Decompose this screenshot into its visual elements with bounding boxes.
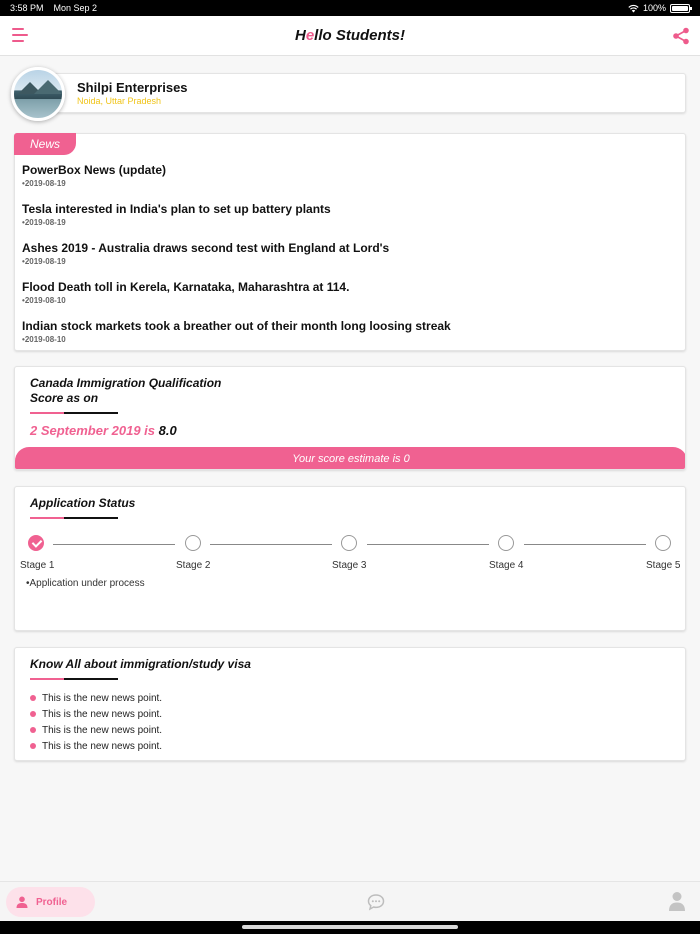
score-date-text: 2 September 2019 is <box>30 423 156 438</box>
menu-icon[interactable] <box>12 28 28 44</box>
stage-2-node <box>185 535 201 551</box>
list-item <box>30 722 162 738</box>
list-item-text: This is the new news point. <box>42 740 163 752</box>
news-date: • 2019-08-19 <box>22 218 672 227</box>
stage-label: Stage 2 <box>176 560 211 571</box>
bullet-icon <box>30 727 36 733</box>
stage-3-node <box>341 535 357 551</box>
bullet-icon <box>30 695 36 701</box>
news-card <box>14 133 686 351</box>
score-title <box>30 376 221 406</box>
avatar[interactable] <box>11 67 65 121</box>
section-underline <box>30 412 118 414</box>
application-status-heading: Application Status <box>30 496 136 510</box>
profile-card <box>36 73 686 113</box>
app-header <box>0 16 700 56</box>
list-item <box>30 690 162 706</box>
news-item[interactable] <box>22 163 672 202</box>
score-date <box>30 423 177 438</box>
battery-icon <box>670 4 690 13</box>
stage-connector <box>524 544 646 545</box>
score-title-line-2: Score as on <box>30 391 99 405</box>
news-list <box>22 163 672 358</box>
news-title: Flood Death toll in Kerela, Karnataka, Maharashtra at 114. <box>22 280 350 294</box>
stage-label: Stage 5 <box>646 560 681 571</box>
news-item[interactable] <box>22 280 672 319</box>
news-title: PowerBox News (update) <box>22 163 167 177</box>
stage-label: Stage 3 <box>332 560 367 571</box>
status-note: • Application under process <box>26 578 145 589</box>
application-status-card <box>14 486 686 631</box>
news-tab: News <box>14 133 76 155</box>
user-icon[interactable] <box>668 891 686 911</box>
profile-name: Shilpi Enterprises <box>77 80 188 95</box>
list-item-text: This is the new news point. <box>42 724 163 736</box>
news-title: Ashes 2019 - Australia draws second test with England at Lord's <box>22 241 390 255</box>
status-date: Mon Sep 2 <box>53 3 98 13</box>
news-date: • 2019-08-19 <box>22 257 672 266</box>
news-title: Indian stock markets took a breather out of their month long loosing streak <box>22 319 451 333</box>
person-icon <box>16 896 28 908</box>
list-item <box>30 738 162 754</box>
tab-profile[interactable] <box>6 887 95 917</box>
stage-label: Stage 4 <box>489 560 524 571</box>
bottom-nav <box>0 881 700 921</box>
score-title-line-1: Canada Immigration Qualification <box>30 376 222 390</box>
share-icon[interactable] <box>672 27 690 45</box>
news-item[interactable] <box>22 241 672 280</box>
know-all-card <box>14 647 686 761</box>
list-item-text: This is the new news point. <box>42 692 163 704</box>
section-underline <box>30 517 118 519</box>
chat-icon[interactable] <box>367 893 385 911</box>
wifi-icon <box>628 4 639 13</box>
score-value: 8.0 <box>158 423 177 438</box>
stage-connector <box>367 544 489 545</box>
news-date: • 2019-08-19 <box>22 179 672 188</box>
profile-location: Noida, Uttar Pradesh <box>77 96 162 106</box>
know-all-heading: Know All about immigration/study visa <box>30 657 251 671</box>
stage-4-node <box>498 535 514 551</box>
score-card <box>14 366 686 470</box>
stage-1-node <box>28 535 44 551</box>
bullet-icon <box>30 743 36 749</box>
stage-5-node <box>655 535 671 551</box>
home-indicator[interactable] <box>242 925 458 929</box>
score-estimate-bar: Your score estimate is 0 <box>15 447 686 470</box>
know-all-list <box>30 690 162 754</box>
page-title <box>295 27 405 44</box>
news-date: • 2019-08-10 <box>22 335 672 344</box>
title-part-3: llo Students! <box>314 27 405 44</box>
title-part-1: H <box>294 27 306 44</box>
news-item[interactable] <box>22 319 672 358</box>
stage-connector <box>53 544 175 545</box>
news-date: • 2019-08-10 <box>22 296 672 305</box>
section-underline <box>30 678 118 680</box>
tab-profile-label: Profile <box>36 896 68 908</box>
bullet-icon <box>30 711 36 717</box>
news-title: Tesla interested in India's plan to set up battery plants <box>22 202 331 216</box>
status-bar <box>0 0 700 16</box>
list-item <box>30 706 162 722</box>
title-part-2: e <box>305 27 315 44</box>
status-time: 3:58 PM <box>10 3 44 13</box>
battery-percent: 100% <box>642 3 666 13</box>
stage-connector <box>210 544 332 545</box>
stage-label: Stage 1 <box>20 560 55 571</box>
list-item-text: This is the new news point. <box>42 708 163 720</box>
news-item[interactable] <box>22 202 672 241</box>
